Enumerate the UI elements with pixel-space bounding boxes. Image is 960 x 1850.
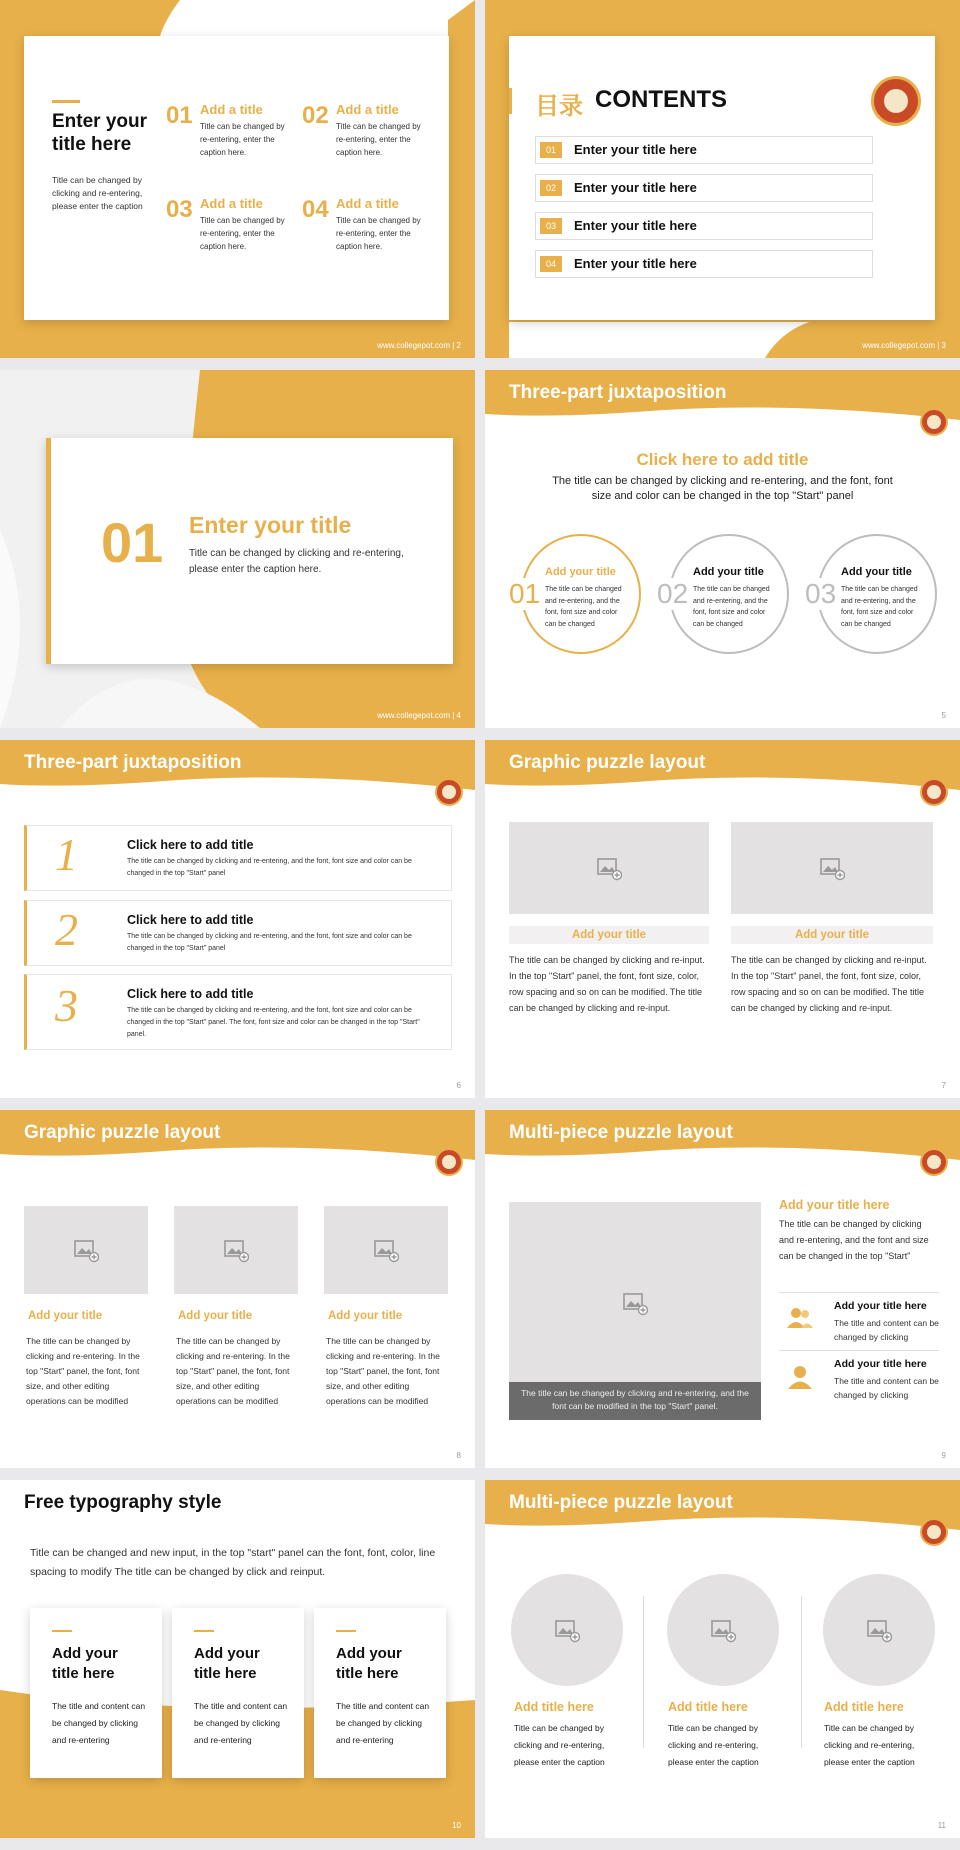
- card-title: Add your title here: [52, 1645, 118, 1682]
- logo-emblem-icon: [927, 415, 941, 429]
- page-number: 11: [937, 1821, 946, 1830]
- divider: [779, 1350, 939, 1351]
- image-placeholder[interactable]: [174, 1206, 298, 1294]
- image-add-icon: [223, 1237, 249, 1263]
- circle-text: The title can be changed and re-entering, and the font, font size and color can be changed: [545, 586, 622, 628]
- section-caption: Title can be changed by clicking and re-entering, please enter the caption here.: [189, 548, 404, 575]
- circle-01: [509, 534, 641, 654]
- image-caption: The title can be changed by clicking and re-entering, and the font can be modified in the top "Start" panel.: [509, 1382, 761, 1420]
- circle-02: [657, 534, 789, 654]
- slide-9[interactable]: [485, 1110, 960, 1468]
- circle-text: The title can be changed and re-entering, and the font, font size and color can be changed: [693, 586, 770, 628]
- contents-item-02[interactable]: [535, 174, 873, 202]
- item-title: Add your title here: [834, 1358, 927, 1370]
- circle-number: 02: [657, 578, 689, 609]
- school-logo: [920, 1518, 948, 1546]
- info-card-2: [172, 1608, 304, 1778]
- header-band: [485, 1110, 960, 1180]
- person-icon: [787, 1364, 813, 1390]
- accent-line: [52, 1630, 72, 1632]
- card-title: Add your title here: [194, 1645, 260, 1682]
- accent-line: [336, 1630, 356, 1632]
- circle-number: 03: [805, 578, 837, 609]
- footer-url: www.collegepot.com: [862, 341, 936, 350]
- column-title: Add your title: [178, 1310, 253, 1322]
- item-number-badge: 01: [540, 142, 562, 158]
- image-add-icon: [622, 1290, 648, 1316]
- header-band: [0, 740, 475, 810]
- slide-2[interactable]: [0, 0, 475, 358]
- round-image-placeholder[interactable]: [823, 1574, 935, 1686]
- items-grid: [166, 102, 446, 292]
- column-text: Title can be changed by clicking and re-entering, please enter the caption: [668, 1723, 759, 1767]
- list-row-3: [24, 974, 452, 1050]
- item-title: Add a title: [200, 102, 263, 117]
- item-04: [302, 196, 437, 281]
- school-logo: [435, 1148, 463, 1176]
- item-number-badge: 03: [540, 218, 562, 234]
- logo-emblem-icon: [927, 1155, 941, 1169]
- item-title: Add a title: [336, 196, 399, 211]
- card-text: The title and content can be changed by clicking and re-entering: [52, 1701, 146, 1745]
- image-add-icon: [596, 855, 622, 881]
- side-title: Add your title here: [779, 1198, 890, 1212]
- footer: www.collegepot.com | 3: [862, 341, 946, 350]
- accent-line: [52, 100, 80, 103]
- logo-emblem-icon: [927, 1525, 941, 1539]
- image-add-icon: [710, 1617, 736, 1643]
- footer: www.collegepot.com | 2: [377, 341, 461, 350]
- image-add-icon: [554, 1617, 580, 1643]
- round-image-placeholder[interactable]: [511, 1574, 623, 1686]
- column-text: Title can be changed by clicking and re-entering, please enter the caption: [514, 1723, 605, 1767]
- column-title: Add your title: [28, 1310, 103, 1322]
- column-title: Add your title: [328, 1310, 403, 1322]
- slide-intro: Title can be changed and new input, in the top "start" panel can the font, font, color, line spacing to modify The title can be changed by click and reinput.: [30, 1547, 436, 1578]
- school-logo: [871, 76, 921, 126]
- row-text: The title can be changed by clicking and re-entering, and the font, font size and color can be changed in the top "Start" panel: [127, 933, 412, 952]
- item-text: Title can be changed by re-entering, enter the caption here.: [336, 216, 421, 251]
- section-title: Enter your title: [189, 512, 352, 538]
- item-number: 04: [302, 196, 329, 223]
- page-number: 6: [456, 1081, 461, 1090]
- contents-card: [509, 36, 935, 320]
- slide-title: Free typography style: [24, 1492, 222, 1513]
- info-card-1: [30, 1608, 162, 1778]
- circle-number: 01: [509, 578, 541, 609]
- row-number: 1: [55, 829, 78, 880]
- card-text: The title and content can be changed by clicking and re-entering: [194, 1701, 288, 1745]
- accent-bar: [509, 88, 512, 114]
- column-title: Add title here: [824, 1700, 904, 1714]
- contents-item-01[interactable]: [535, 136, 873, 164]
- school-logo: [920, 1148, 948, 1176]
- circle-03: [805, 534, 937, 654]
- item-title: Add a title: [336, 102, 399, 117]
- column-text: The title can be changed by clicking and re-entering. In the top "Start" panel, the font, font size, and other editing operations can be modified: [176, 1336, 290, 1406]
- item-title: Add a title: [200, 196, 263, 211]
- header-band: [485, 370, 960, 440]
- item-number: 01: [166, 102, 193, 129]
- image-add-icon: [373, 1237, 399, 1263]
- section-card: [46, 438, 453, 664]
- slide-7[interactable]: [485, 740, 960, 1098]
- slide-header: Graphic puzzle layout: [509, 752, 706, 773]
- card-title: Add your title here: [336, 1645, 402, 1682]
- page-number: 5: [941, 711, 946, 720]
- logo-emblem-icon: [442, 1155, 456, 1169]
- page-number: 9: [941, 1451, 946, 1460]
- list-row-2: [24, 900, 452, 966]
- image-placeholder[interactable]: [509, 822, 709, 914]
- column-text: The title can be changed by clicking and re-entering. In the top "Start" panel, the font, font size, and other editing operations can be modified: [26, 1336, 140, 1406]
- school-logo: [435, 778, 463, 806]
- content-card: [24, 36, 449, 320]
- info-card-3: [314, 1608, 446, 1778]
- slide-header: Three-part juxtaposition: [509, 382, 727, 403]
- card-text: The title and content can be changed by clicking and re-entering: [336, 1701, 430, 1745]
- school-logo: [920, 408, 948, 436]
- image-placeholder[interactable]: [731, 822, 933, 914]
- page-number: 3: [941, 341, 946, 350]
- page-number: 8: [456, 1451, 461, 1460]
- slide-header: Multi-piece puzzle layout: [509, 1122, 733, 1143]
- logo-emblem-icon: [884, 89, 908, 113]
- page-number: 2: [456, 341, 461, 350]
- row-text: The title can be changed by clicking and re-entering, and the font, font size and color can be changed in the top "Start" panel: [127, 858, 412, 877]
- image-placeholder[interactable]: [324, 1206, 448, 1294]
- slide-header: Three-part juxtaposition: [24, 752, 242, 773]
- page-number: 7: [941, 1081, 946, 1090]
- item-label: Enter your title here: [574, 218, 697, 233]
- section-number: 01: [101, 511, 164, 574]
- column-title: Add title here: [514, 1700, 594, 1714]
- school-logo: [920, 778, 948, 806]
- slide-caption: Title can be changed by clicking and re-entering, please enter the caption: [52, 175, 143, 211]
- item-text: The title and content can be changed by clicking: [834, 1318, 939, 1342]
- column-divider: [801, 1596, 802, 1748]
- header-band: [0, 1110, 475, 1180]
- slide-11[interactable]: [485, 1480, 960, 1838]
- slide-subtitle: The title can be changed by clicking and re-entering, and the font, font size and color can be changed in the top "Start" panel: [552, 475, 893, 502]
- logo-emblem-icon: [927, 785, 941, 799]
- logo-emblem-icon: [442, 785, 456, 799]
- image-add-icon: [819, 855, 845, 881]
- footer-url: www.collegepot.com: [377, 341, 451, 350]
- contents-item-04[interactable]: [535, 250, 873, 278]
- column-text: The title can be changed by clicking and re-input. In the top "Start" panel, the font, font size, color, row spacing and so on can be modified. The title can be changed by clicking and re-input.: [731, 955, 927, 1013]
- contents-title: CONTENTS: [595, 86, 727, 113]
- slide-8[interactable]: [0, 1110, 475, 1468]
- slide-header: Multi-piece puzzle layout: [509, 1492, 733, 1513]
- page-number: 10: [452, 1821, 461, 1830]
- slide-header: Graphic puzzle layout: [24, 1122, 221, 1143]
- footer: www.collegepot.com | 4: [377, 711, 461, 720]
- slide-10[interactable]: [0, 1480, 475, 1838]
- image-placeholder[interactable]: [24, 1206, 148, 1294]
- contents-item-03[interactable]: [535, 212, 873, 240]
- column-divider: [643, 1596, 644, 1748]
- circle-title: Add your title: [841, 566, 912, 578]
- item-number: 02: [302, 102, 329, 129]
- circle-title: Add your title: [693, 566, 764, 578]
- item-number-badge: 02: [540, 180, 562, 196]
- column-title: Add your title: [509, 926, 709, 944]
- item-text: Title can be changed by re-entering, enter the caption here.: [336, 122, 421, 157]
- slide-heading: Enter your title here: [52, 111, 148, 155]
- image-add-icon: [866, 1617, 892, 1643]
- item-label: Enter your title here: [574, 142, 697, 157]
- column-title: Add title here: [668, 1700, 748, 1714]
- accent-line: [194, 1630, 214, 1632]
- item-label: Enter your title here: [574, 180, 697, 195]
- side-text: The title can be changed by clicking and re-entering, and the font and size can be changed in the top "Start": [779, 1219, 929, 1261]
- circle-title: Add your title: [545, 566, 616, 578]
- column-text: The title can be changed by clicking and re-input. In the top "Start" panel, the font, font size, color, row spacing and so on can be modified. The title can be changed by clicking and re-input.: [509, 955, 705, 1013]
- image-add-icon: [73, 1237, 99, 1263]
- row-title: Click here to add title: [127, 838, 254, 852]
- row-number: 3: [55, 980, 78, 1031]
- item-02: [302, 102, 437, 187]
- item-text: Title can be changed by re-entering, enter the caption here.: [200, 122, 285, 157]
- header-band: [485, 740, 960, 810]
- divider: [779, 1292, 939, 1293]
- row-text: The title can be changed by clicking and re-entering, and the font, font size and color can be changed in the top "Start" panel. The font, font size and color can be changed in the top "Start" panel.: [127, 1007, 420, 1038]
- item-number-badge: 04: [540, 256, 562, 272]
- item-01: [166, 102, 301, 187]
- row-title: Click here to add title: [127, 913, 254, 927]
- list-row-1: [24, 825, 452, 891]
- slide-4[interactable]: [0, 370, 475, 728]
- item-title: Add your title here: [834, 1300, 927, 1312]
- footer-url: www.collegepot.com: [377, 711, 451, 720]
- header-band: [485, 1480, 960, 1550]
- contents-cn-title: 目录: [535, 92, 583, 120]
- group-icon: [785, 1306, 815, 1332]
- slide-5[interactable]: [485, 370, 960, 728]
- column-title: Add your title: [731, 926, 933, 944]
- circle-text: The title can be changed and re-entering, and the font, font size and color can be changed: [841, 586, 918, 628]
- slide-title: Click here to add title: [636, 450, 809, 469]
- column-text: Title can be changed by clicking and re-entering, please enter the caption: [824, 1723, 915, 1767]
- item-text: Title can be changed by re-entering, enter the caption here.: [200, 216, 285, 251]
- column-text: The title can be changed by clicking and re-entering. In the top "Start" panel, the font, font size, and other editing operations can be modified: [326, 1336, 440, 1406]
- item-03: [166, 196, 301, 281]
- page-number: 4: [456, 711, 461, 720]
- item-number: 03: [166, 196, 193, 223]
- row-title: Click here to add title: [127, 987, 254, 1001]
- slide-3[interactable]: [485, 0, 960, 358]
- item-label: Enter your title here: [574, 256, 697, 271]
- slide-6[interactable]: [0, 740, 475, 1098]
- item-text: The title and content can be changed by clicking: [834, 1376, 939, 1400]
- round-image-placeholder[interactable]: [667, 1574, 779, 1686]
- row-number: 2: [55, 904, 78, 955]
